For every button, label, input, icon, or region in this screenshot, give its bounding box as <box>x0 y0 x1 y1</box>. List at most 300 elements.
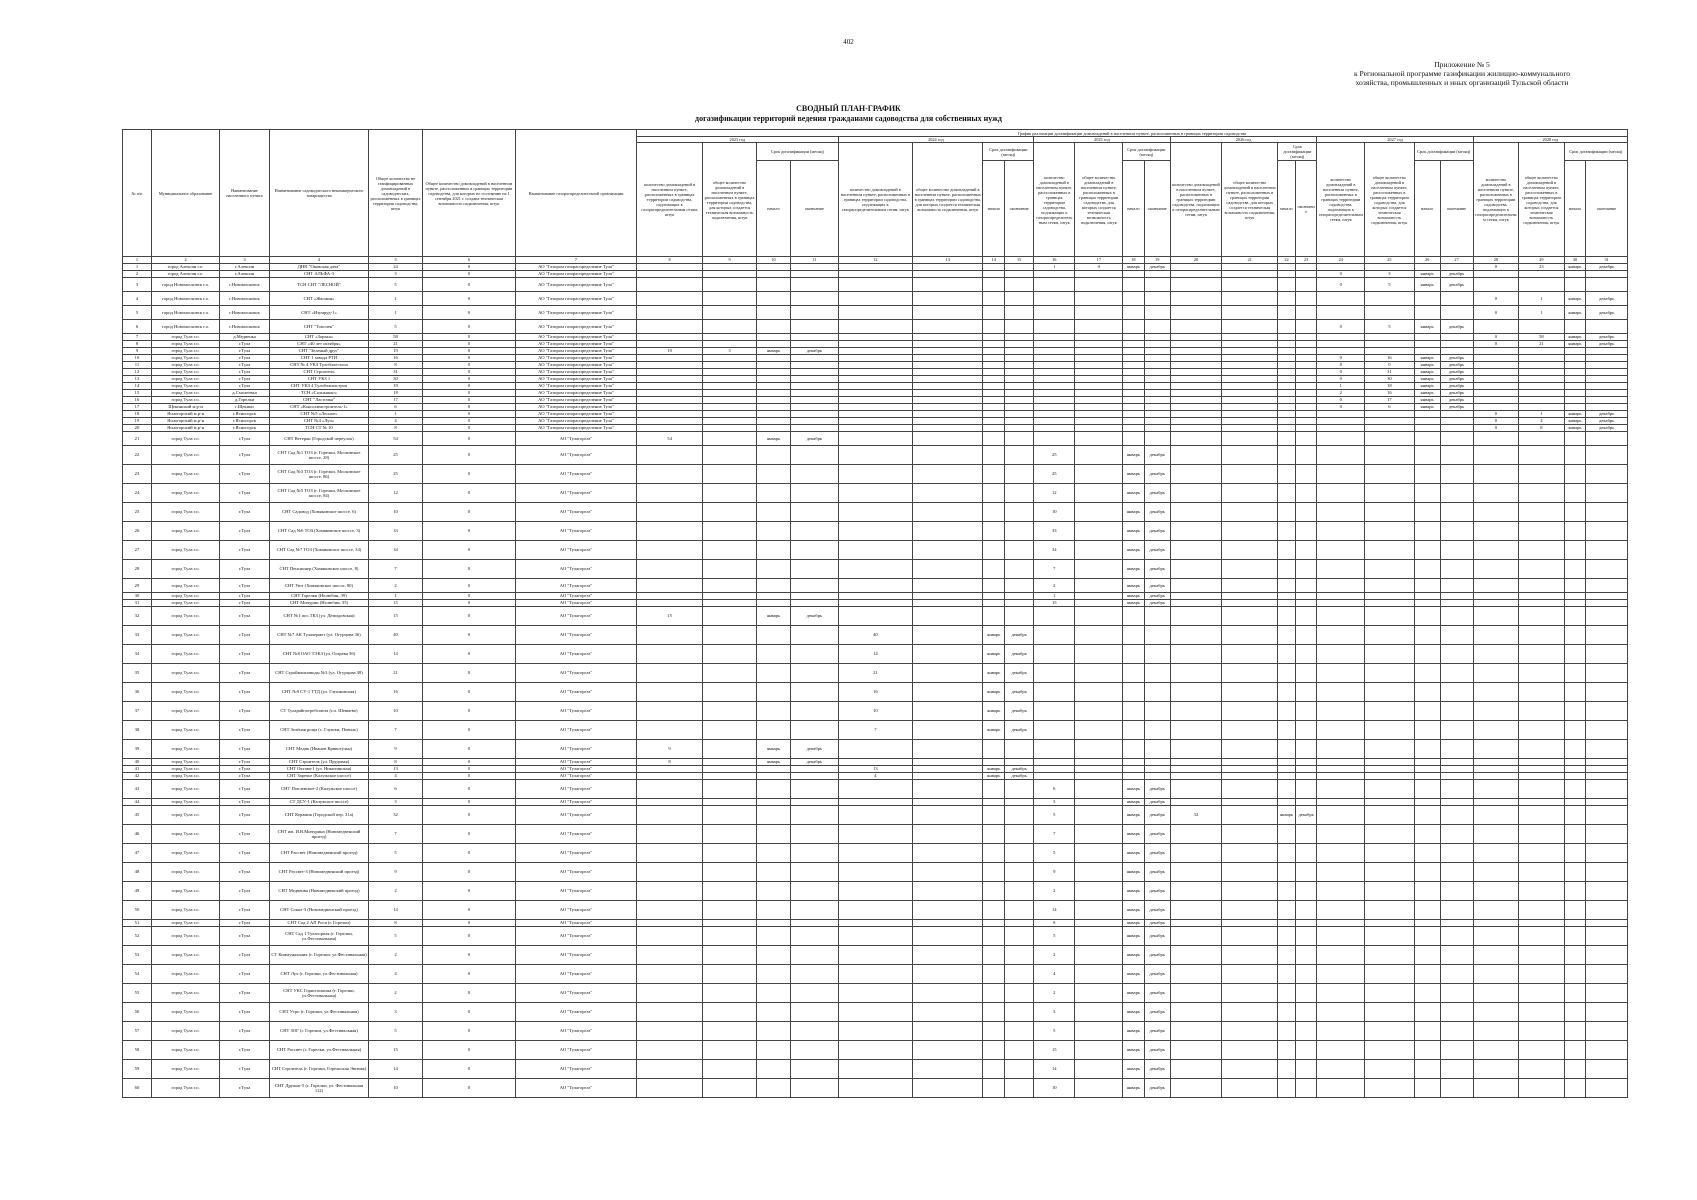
header-col-a-0: количество домовладений в населенном пункте, расположенных в границах территории садоводства, подлежащих к газораспределительным сетям, штук <box>636 143 702 257</box>
header-start-2: начало <box>1123 161 1145 257</box>
table-cell <box>636 844 702 863</box>
table-cell <box>1365 292 1415 306</box>
table-row <box>123 320 1628 334</box>
table-cell: АО "Тулагоргаз" <box>515 799 636 806</box>
table-cell: 52 <box>123 927 152 946</box>
table-cell <box>1564 766 1586 773</box>
table-cell <box>1034 721 1075 740</box>
table-cell <box>1005 593 1034 600</box>
table-cell <box>1295 882 1317 901</box>
table-cell: СНТ Сад 2 АП Рося (г. Горелки) <box>269 920 368 927</box>
table-cell <box>1222 465 1278 484</box>
table-cell <box>913 446 983 465</box>
table-cell <box>636 271 702 278</box>
table-cell: д.Медвенка <box>220 334 270 341</box>
table-cell <box>1005 446 1034 465</box>
table-cell <box>756 278 790 292</box>
table-cell <box>703 799 757 806</box>
table-cell <box>1317 721 1365 740</box>
table-cell: декабрь <box>1586 292 1628 306</box>
table-cell <box>913 863 983 882</box>
table-cell <box>1519 882 1565 901</box>
table-cell: СНТ ЗОГ (г. Горелки, ул.Фестивальная) <box>269 1022 368 1041</box>
table-cell <box>636 292 702 306</box>
table-cell <box>1278 645 1296 664</box>
table-cell <box>1440 927 1473 946</box>
table-cell: 8 <box>369 425 423 432</box>
table-cell <box>1222 759 1278 766</box>
table-cell <box>1278 863 1296 882</box>
table-cell <box>913 306 983 320</box>
table-row <box>123 799 1628 806</box>
table-cell <box>1586 721 1628 740</box>
table-cell <box>913 465 983 484</box>
table-cell <box>703 522 757 541</box>
table-cell: ДНП "Оковская дача" <box>269 264 368 271</box>
table-cell <box>1222 1003 1278 1022</box>
table-cell: январь <box>1123 446 1145 465</box>
table-cell <box>1034 432 1075 446</box>
table-cell <box>1473 541 1519 560</box>
table-cell <box>756 292 790 306</box>
table-cell <box>1034 418 1075 425</box>
table-cell <box>1473 683 1519 702</box>
table-cell: 5 <box>369 320 423 334</box>
table-row <box>123 560 1628 579</box>
table-cell: 0 <box>1473 292 1519 306</box>
table-cell: г.Тула <box>220 740 270 759</box>
table-cell <box>1564 404 1586 411</box>
table-cell: 5 <box>369 927 423 946</box>
table-cell <box>1005 844 1034 863</box>
table-cell <box>1295 901 1317 920</box>
table-cell: январь <box>1123 901 1145 920</box>
table-cell <box>1222 341 1278 348</box>
table-cell: 2 <box>369 579 423 593</box>
table-cell <box>1586 484 1628 503</box>
table-cell <box>1564 355 1586 362</box>
table-cell <box>1005 927 1034 946</box>
table-cell <box>1365 579 1415 593</box>
table-cell: город Новомосковск г.о. <box>151 306 219 320</box>
table-cell <box>1586 271 1628 278</box>
table-cell: 7 <box>838 721 912 740</box>
table-cell <box>983 376 1005 383</box>
table-cell <box>1365 740 1415 759</box>
table-cell <box>1144 418 1170 425</box>
table-cell <box>1278 1022 1296 1041</box>
table-cell: город Тула г.о. <box>151 1003 219 1022</box>
table-row <box>123 965 1628 984</box>
table-cell: декабрь <box>1144 522 1170 541</box>
table-cell: АО "Газпром газораспределение Тула" <box>515 369 636 376</box>
table-cell: 30 <box>369 376 423 383</box>
table-cell: 2 <box>369 882 423 901</box>
table-cell <box>703 863 757 882</box>
header-schedule: График реализации догазификации домовладений в населенном пункте, расположенных в границах территории садоводства <box>636 130 1627 137</box>
table-cell <box>1586 1079 1628 1098</box>
table-cell <box>1295 411 1317 418</box>
table-cell <box>1222 522 1278 541</box>
table-cell <box>1317 984 1365 1003</box>
table-cell: город Тула г.о. <box>151 1022 219 1041</box>
table-cell: АО "Тулагоргаз" <box>515 1079 636 1098</box>
table-cell <box>1519 271 1565 278</box>
table-cell <box>1144 334 1170 341</box>
table-cell <box>1075 1041 1123 1060</box>
table-cell <box>838 825 912 844</box>
table-cell <box>1170 946 1222 965</box>
table-cell <box>838 593 912 600</box>
table-cell: 0 <box>422 383 515 390</box>
table-cell <box>756 1022 790 1041</box>
table-cell <box>1414 264 1440 271</box>
header-srok-3: Срок догазификации (месяц) <box>1278 143 1317 161</box>
table-cell: СТ Туларайпотребсоюза (г.п. Шевнево) <box>269 702 368 721</box>
table-cell: 56 <box>123 1003 152 1022</box>
table-cell <box>1440 780 1473 799</box>
table-cell <box>1586 984 1628 1003</box>
table-cell: СНТ Ветеран (Городской переулок) <box>269 432 368 446</box>
table-cell: январь <box>1123 1022 1145 1041</box>
table-cell <box>1222 721 1278 740</box>
table-cell <box>983 806 1005 825</box>
table-cell: январь <box>756 740 790 759</box>
table-cell <box>1170 560 1222 579</box>
table-cell <box>1519 1060 1565 1079</box>
table-cell <box>703 806 757 825</box>
table-cell <box>1222 432 1278 446</box>
table-cell <box>1519 320 1565 334</box>
table-cell <box>1586 806 1628 825</box>
table-cell <box>1144 320 1170 334</box>
table-cell <box>1414 1003 1440 1022</box>
table-cell <box>1278 271 1296 278</box>
table-cell <box>1075 882 1123 901</box>
table-cell: АО "Тулагоргаз" <box>515 946 636 965</box>
table-cell <box>1586 1022 1628 1041</box>
table-cell <box>1295 1041 1317 1060</box>
table-cell <box>1005 355 1034 362</box>
table-cell <box>838 306 912 320</box>
table-cell <box>1278 425 1296 432</box>
table-cell <box>1519 541 1565 560</box>
table-cell: СНТ Дружок-5 (г. Горелки, ул. Фестивальная 112) <box>269 1079 368 1098</box>
table-cell <box>1295 397 1317 404</box>
table-cell: 25 <box>1034 446 1075 465</box>
table-cell <box>1414 418 1440 425</box>
table-cell <box>1414 766 1440 773</box>
table-cell <box>703 740 757 759</box>
table-cell: АО "Тулагоргаз" <box>515 626 636 645</box>
table-cell: декабрь <box>1005 626 1034 645</box>
table-cell: 24 <box>123 484 152 503</box>
table-cell <box>1034 404 1075 411</box>
table-cell: 13 <box>123 376 152 383</box>
table-cell: город Тула г.о. <box>151 376 219 383</box>
table-cell <box>1414 600 1440 607</box>
table-cell <box>1414 927 1440 946</box>
table-cell <box>791 264 839 271</box>
table-cell <box>1586 362 1628 369</box>
table-cell: город Тула г.о. <box>151 1060 219 1079</box>
table-cell <box>1564 593 1586 600</box>
table-cell <box>636 264 702 271</box>
table-cell <box>703 446 757 465</box>
table-row <box>123 702 1628 721</box>
column-number: 11 <box>791 257 839 264</box>
table-cell <box>1440 901 1473 920</box>
table-cell <box>838 369 912 376</box>
table-cell <box>1586 780 1628 799</box>
table-cell: город Тула г.о. <box>151 683 219 702</box>
table-cell <box>1034 348 1075 355</box>
table-cell <box>756 1041 790 1060</box>
table-cell <box>1519 600 1565 607</box>
table-cell <box>1075 683 1123 702</box>
table-cell <box>1222 1079 1278 1098</box>
table-cell: декабрь <box>1144 946 1170 965</box>
table-cell: ТСН СТ № 10 <box>269 425 368 432</box>
table-cell <box>1222 593 1278 600</box>
table-cell <box>1222 348 1278 355</box>
column-number: 10 <box>756 257 790 264</box>
table-cell: АО "Тулагоргаз" <box>515 432 636 446</box>
table-cell <box>1365 645 1415 664</box>
table-cell: январь <box>1123 946 1145 965</box>
table-cell <box>1278 348 1296 355</box>
table-row <box>123 1041 1628 1060</box>
table-cell <box>1414 1041 1440 1060</box>
table-cell <box>756 465 790 484</box>
table-cell <box>1075 503 1123 522</box>
table-cell <box>1365 418 1415 425</box>
table-cell <box>1144 369 1170 376</box>
table-cell <box>636 683 702 702</box>
table-cell <box>1170 626 1222 645</box>
table-cell <box>1440 759 1473 766</box>
table-cell: СНТ "Тополек" <box>269 320 368 334</box>
table-cell <box>913 825 983 844</box>
table-cell: АО "Тулагоргаз" <box>515 607 636 626</box>
table-cell <box>791 579 839 593</box>
table-cell <box>1365 560 1415 579</box>
table-cell <box>1034 683 1075 702</box>
table-row <box>123 522 1628 541</box>
table-cell <box>1519 806 1565 825</box>
table-cell <box>1222 799 1278 806</box>
table-cell <box>1075 766 1123 773</box>
table-cell <box>1586 600 1628 607</box>
header-end-1: окончание <box>1005 161 1034 257</box>
table-cell <box>1278 306 1296 320</box>
table-cell <box>1170 1060 1222 1079</box>
table-cell <box>1295 759 1317 766</box>
table-cell <box>1317 799 1365 806</box>
table-cell: СНТ № 4 УКЗ Тулобллесхоза <box>269 362 368 369</box>
table-cell <box>1034 397 1075 404</box>
table-cell <box>838 446 912 465</box>
table-cell <box>756 799 790 806</box>
table-cell: АО "Газпром газораспределение Тула" <box>515 334 636 341</box>
table-cell <box>1473 355 1519 362</box>
table-cell <box>1295 780 1317 799</box>
table-cell <box>791 645 839 664</box>
table-cell <box>1473 863 1519 882</box>
table-cell: АО "Тулагоргаз" <box>515 766 636 773</box>
table-cell: 23 <box>123 465 152 484</box>
table-cell <box>1123 721 1145 740</box>
table-cell <box>1564 1079 1586 1098</box>
table-cell <box>791 946 839 965</box>
table-cell <box>1586 664 1628 683</box>
table-cell <box>1075 863 1123 882</box>
table-row <box>123 1003 1628 1022</box>
table-cell: 9 <box>369 740 423 759</box>
table-cell <box>636 780 702 799</box>
table-cell <box>1295 264 1317 271</box>
table-cell <box>1170 825 1222 844</box>
header-end-4: окончание <box>1440 161 1473 257</box>
table-cell: г.Тула <box>220 806 270 825</box>
header-col-b-0: общее количество домовладений в населенном пункте, расположенных в границах территории садоводства, для которых создается техническая возможность подключения, штук <box>703 143 757 257</box>
table-cell <box>1295 1060 1317 1079</box>
table-cell <box>913 882 983 901</box>
table-cell <box>1170 278 1222 292</box>
table-cell <box>791 984 839 1003</box>
table-cell <box>791 1041 839 1060</box>
table-cell <box>1075 404 1123 411</box>
table-cell: 58 <box>1519 334 1565 341</box>
table-cell <box>1123 418 1145 425</box>
table-cell: город Новомосковск г.о. <box>151 292 219 306</box>
table-cell: 0 <box>1473 306 1519 320</box>
table-cell <box>791 383 839 390</box>
table-cell <box>1317 560 1365 579</box>
table-cell <box>791 721 839 740</box>
table-cell <box>1586 946 1628 965</box>
table-cell <box>838 348 912 355</box>
table-cell: г.Тула <box>220 1060 270 1079</box>
table-cell: АО "Тулагоргаз" <box>515 664 636 683</box>
table-cell <box>1222 579 1278 593</box>
table-cell <box>1586 1003 1628 1022</box>
table-cell <box>703 369 757 376</box>
table-cell: 14 <box>369 1060 423 1079</box>
table-cell <box>1005 503 1034 522</box>
table-cell <box>838 1022 912 1041</box>
table-cell <box>1170 432 1222 446</box>
table-cell <box>1170 920 1222 927</box>
table-cell <box>1440 425 1473 432</box>
table-cell <box>756 920 790 927</box>
table-cell <box>983 1003 1005 1022</box>
table-cell: январь <box>1123 825 1145 844</box>
table-cell <box>1317 773 1365 780</box>
table-cell: город Тула г.о. <box>151 927 219 946</box>
table-cell: 0 <box>422 292 515 306</box>
table-cell: город Тула г.о. <box>151 920 219 927</box>
table-cell <box>703 759 757 766</box>
table-cell <box>1278 740 1296 759</box>
table-cell <box>913 541 983 560</box>
table-cell <box>1586 645 1628 664</box>
table-cell <box>1473 806 1519 825</box>
table-cell <box>791 844 839 863</box>
table-cell: город Тула г.о. <box>151 432 219 446</box>
table-cell <box>1278 702 1296 721</box>
table-cell <box>1170 383 1222 390</box>
table-cell <box>636 320 702 334</box>
table-cell <box>1586 799 1628 806</box>
table-cell <box>1222 901 1278 920</box>
table-cell: 17 <box>369 397 423 404</box>
table-cell: АО "Газпром газораспределение Тула" <box>515 418 636 425</box>
table-cell <box>703 780 757 799</box>
table-cell <box>636 465 702 484</box>
table-cell <box>983 579 1005 593</box>
table-cell <box>1317 348 1365 355</box>
table-cell <box>1005 1060 1034 1079</box>
table-cell <box>983 341 1005 348</box>
table-cell <box>1564 503 1586 522</box>
table-cell: 15 <box>1034 1041 1075 1060</box>
table-row <box>123 404 1628 411</box>
table-cell <box>1278 418 1296 425</box>
table-cell <box>1075 579 1123 593</box>
table-cell <box>1365 766 1415 773</box>
table-cell: январь <box>983 721 1005 740</box>
table-cell <box>913 984 983 1003</box>
table-cell <box>838 404 912 411</box>
table-cell <box>1170 683 1222 702</box>
table-cell <box>1222 292 1278 306</box>
table-cell: январь <box>983 626 1005 645</box>
table-cell <box>1005 383 1034 390</box>
table-cell <box>1365 806 1415 825</box>
table-row <box>123 844 1628 863</box>
table-cell <box>913 766 983 773</box>
table-cell: 28 <box>123 560 152 579</box>
table-cell <box>1317 927 1365 946</box>
table-cell <box>1295 390 1317 397</box>
table-cell <box>1414 740 1440 759</box>
table-cell: АО "Тулагоргаз" <box>515 522 636 541</box>
table-cell: город Тула г.о. <box>151 759 219 766</box>
table-cell: 7 <box>369 721 423 740</box>
table-cell <box>1278 369 1296 376</box>
table-cell <box>1123 341 1145 348</box>
table-cell <box>1005 579 1034 593</box>
table-cell <box>1317 418 1365 425</box>
table-cell: 8 <box>1317 362 1365 369</box>
table-cell <box>913 348 983 355</box>
table-cell: январь <box>983 766 1005 773</box>
table-cell: 1 <box>369 306 423 320</box>
table-cell <box>1473 799 1519 806</box>
table-cell <box>1473 600 1519 607</box>
table-cell: декабрь <box>1440 376 1473 383</box>
table-cell <box>838 541 912 560</box>
table-cell <box>703 593 757 600</box>
table-cell: 0 <box>422 264 515 271</box>
table-cell <box>838 799 912 806</box>
table-cell <box>1005 362 1034 369</box>
table-cell: 10 <box>369 1079 423 1098</box>
table-cell <box>983 1079 1005 1098</box>
table-cell <box>756 579 790 593</box>
table-cell <box>983 348 1005 355</box>
